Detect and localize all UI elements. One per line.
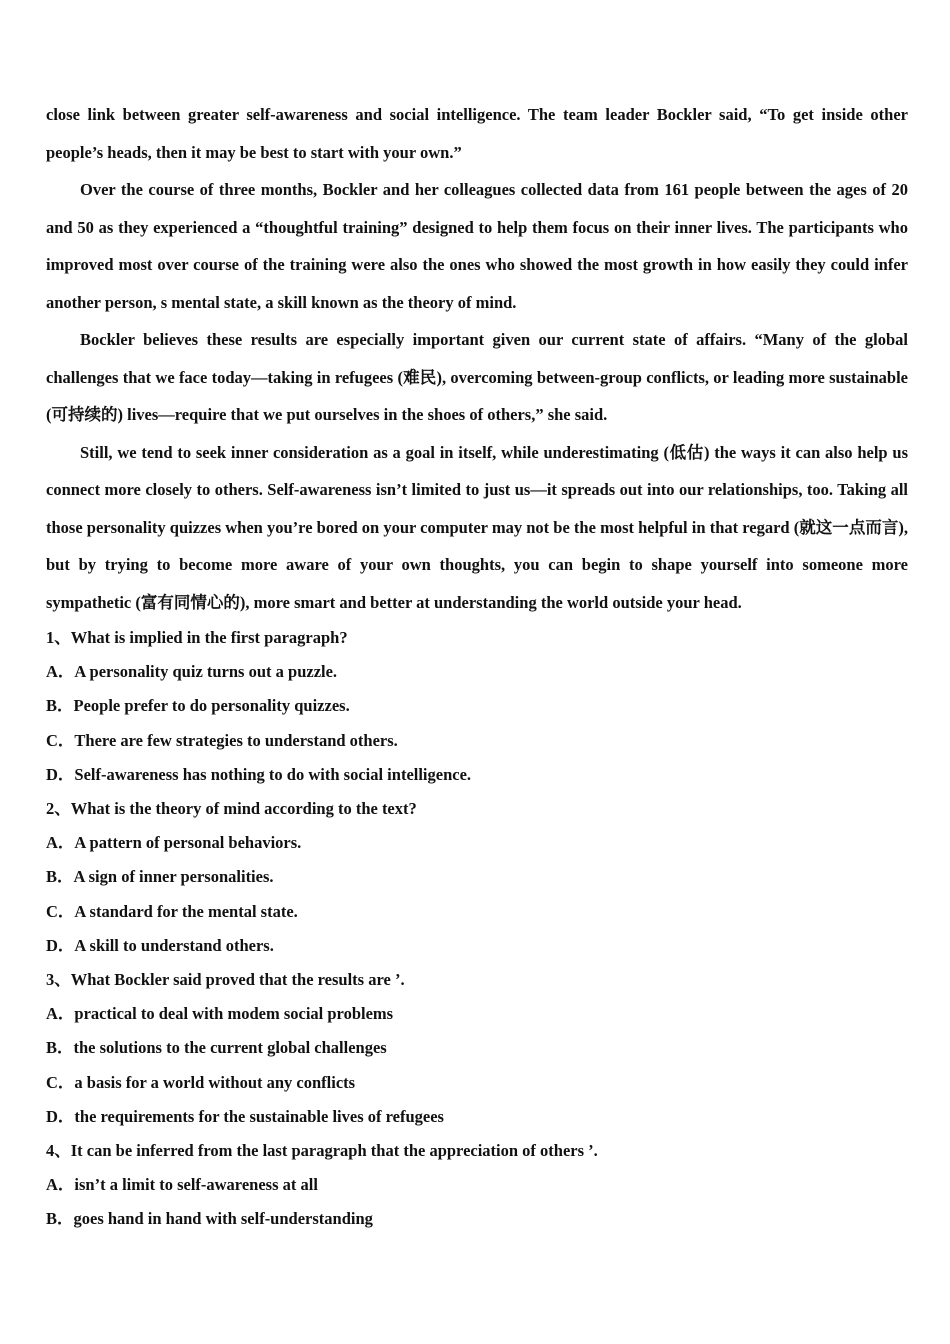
option-b: B．goes hand in hand with self-understanding [46,1209,373,1229]
option-a: A．practical to deal with modem social problems [46,1004,394,1024]
option-c: C．a basis for a world without any conflicts [46,1072,356,1092]
question-stem: 3、What Bockler said proved that the results are ’. [46,970,405,990]
option-b: B．People prefer to do personality quizzes. [46,696,350,716]
option-d: D．Self-awareness has nothing to do with social intelligence. [46,764,472,784]
option-a: A．isn’t a limit to self-awareness at all [46,1175,318,1195]
passage-paragraph: Still, we tend to seek inner consideration as a goal in itself, while underestimating (低估) the ways it can also help us connect more closely to others. Self-awareness isn’t limited to just us—it spreads out into our relationships, too. Taking all those personality quizzes when you’re bored on your computer may not be the most helpful in that regard (就这一点而言), but by trying to become more aware of your own thoughts, you can begin to shape yourself into someone more sympathetic (富有同情心的), more smart and better at understanding the world outside your head. [46,442,908,612]
document-page [46,96,908,1237]
question-4 [46,1134,908,1237]
question-stem: 4、It can be inferred from the last paragraph that the appreciation of others ’. [46,1141,598,1161]
option-d: D．A skill to understand others. [46,935,274,955]
question-stem: 2、What is the theory of mind according to the text? [46,799,417,819]
question-stem: 1、What is implied in the first paragraph? [46,628,348,647]
passage-paragraph: Bockler believes these results are especially important given our current state of affairs. “Many of the global challenges that we face today—taking in refugees (难民), overcoming between-group conflicts, or leading more sustainable (可持续的) lives—require that we put ourselves in the shoes of others,” she said. [46,330,908,424]
question-2 [46,792,908,963]
passage-paragraph: Over the course of three months, Bockler and her colleagues collected data from 161 people between the ages of 20 and 50 as they experienced a “thoughtful training” designed to help them focus on their inner lives. The participants who improved most over course of the training were also the ones who showed the most growth in how easily they could infer another person, s mental state, a skill known as the theory of mind. [46,180,908,312]
option-b: B．the solutions to the current global challenges [46,1038,387,1058]
option-c: C．There are few strategies to understand others. [46,730,398,750]
question-1 [46,621,908,792]
option-d: D．the requirements for the sustainable lives of refugees [46,1106,444,1126]
reading-passage [46,96,908,621]
option-c: C．A standard for the mental state. [46,901,298,921]
option-a: A．A pattern of personal behaviors. [46,833,302,853]
question-3 [46,963,908,1134]
option-a: A．A personality quiz turns out a puzzle. [46,662,338,682]
question-list [46,621,908,1237]
passage-paragraph: close link between greater self-awareness and social intelligence. The team leader Bockler said, “To get inside other people’s heads, then it may be best to start with your own.” [46,105,908,162]
option-b: B．A sign of inner personalities. [46,867,274,887]
